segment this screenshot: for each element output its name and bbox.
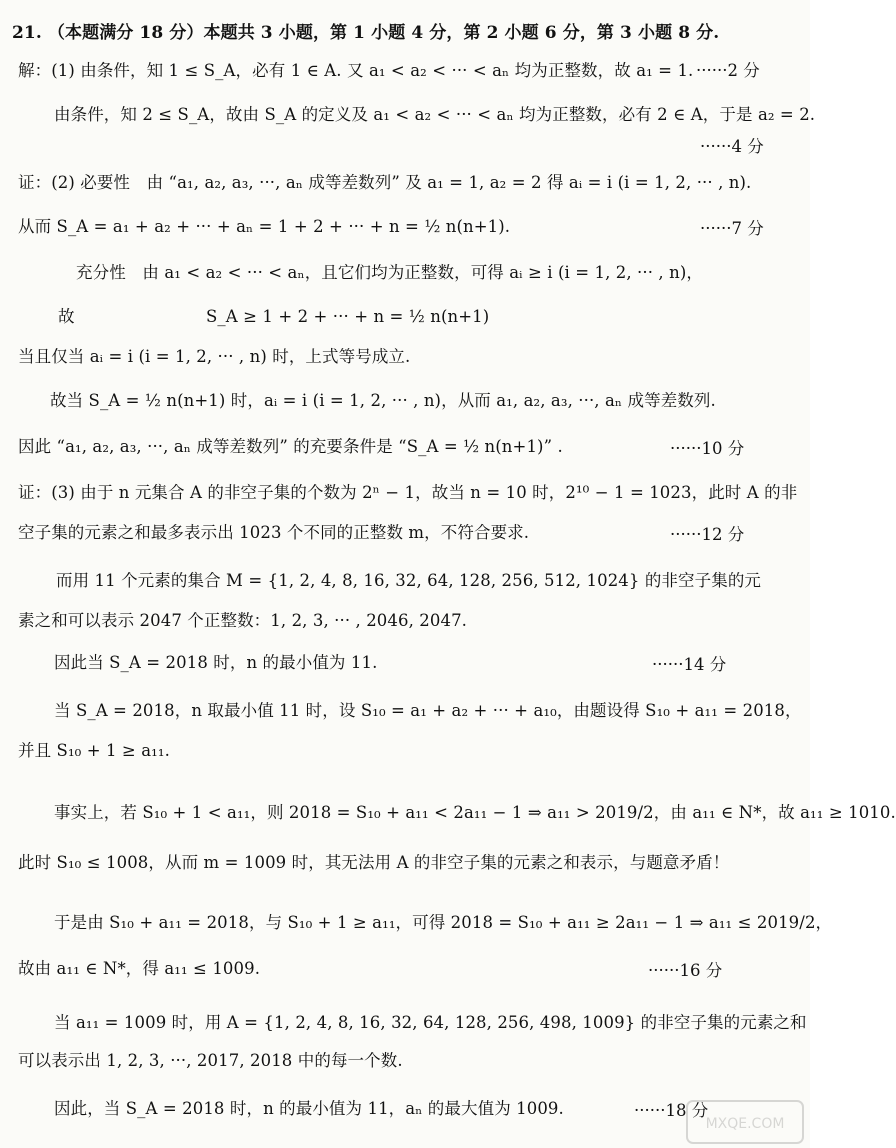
watermark-text: MXQE.COM [705, 1116, 785, 1132]
solution-line-15: 因此当 S_A = 2018 时，n 的最小值为 11. [54, 653, 378, 672]
solution-line-9: 故当 S_A = ½ n(n+1) 时，aᵢ = i (i = 1, 2, ··· , n)，从而 a₁, a₂, a₃, ···, aₙ 成等差数列. [50, 391, 716, 410]
score-marker-16: ······16 分 [648, 961, 723, 980]
score-marker-18: ······18 分 [634, 1101, 709, 1120]
solution-line-20: 于是由 S₁₀ + a₁₁ = 2018，与 S₁₀ + 1 ≥ a₁₁，可得 2018 = S₁₀ + a₁₁ ≥ 2a₁₁ − 1 ⇒ a₁₁ ≤ 2019/2， [54, 913, 833, 932]
solution-line-5: 充分性 由 a₁ < a₂ < ··· < aₙ，且它们均为正整数，可得 aᵢ ≥ i (i = 1, 2, ··· , n)， [76, 263, 703, 282]
score-marker-4: ······4 分 [700, 137, 764, 156]
solution-line-13: 而用 11 个元素的集合 M = {1, 2, 4, 8, 16, 32, 64, 128, 256, 512, 1024} 的非空子集的元 [56, 571, 762, 590]
solution-line-2: 由条件，知 2 ≤ S_A，故由 S_A 的定义及 a₁ < a₂ < ··· < aₙ 均为正整数，必有 2 ∈ A，于是 a₂ = 2. [54, 105, 816, 124]
solution-line-10: 因此 “a₁, a₂, a₃, ···, aₙ 成等差数列” 的充要条件是 “S_A = ½ n(n+1)” . [18, 437, 563, 456]
solution-line-11: 证：(3) 由于 n 元集合 A 的非空子集的个数为 2ⁿ − 1，故当 n = 10 时，2¹⁰ − 1 = 1023，此时 A 的非 [18, 483, 798, 502]
watermark-logo [686, 1100, 804, 1144]
solution-line-3: 证：(2) 必要性 由 “a₁, a₂, a₃, ···, aₙ 成等差数列” 及 a₁ = 1, a₂ = 2 得 aᵢ = i (i = 1, 2, ··· , n). [18, 173, 752, 192]
solution-line-1: 解：(1) 由条件，知 1 ≤ S_A，必有 1 ∈ A. 又 a₁ < a₂ < ··· < aₙ 均为正整数，故 a₁ = 1. [18, 61, 694, 80]
solution-line-6: 故 [58, 307, 75, 326]
solution-line-22: 当 a₁₁ = 1009 时，用 A = {1, 2, 4, 8, 16, 32, 64, 128, 256, 498, 1009} 的非空子集的元素之和 [54, 1013, 807, 1032]
solution-line-23: 可以表示出 1, 2, 3, ···, 2017, 2018 中的每一个数. [18, 1051, 403, 1070]
score-marker-14: ······14 分 [652, 655, 727, 674]
solution-line-21: 故由 a₁₁ ∈ N*，得 a₁₁ ≤ 1009. [18, 959, 261, 978]
solution-line-16: 当 S_A = 2018，n 取最小值 11 时，设 S₁₀ = a₁ + a₂ + ··· + a₁₀，由题设得 S₁₀ + a₁₁ = 2018， [54, 701, 802, 720]
solution-line-7: S_A ≥ 1 + 2 + ··· + n = ½ n(n+1) [206, 307, 490, 326]
solution-line-14: 素之和可以表示 2047 个正整数：1, 2, 3, ··· , 2046, 2047. [18, 611, 468, 630]
solution-line-17: 并且 S₁₀ + 1 ≥ a₁₁. [18, 741, 170, 760]
score-marker-10: ······10 分 [670, 439, 745, 458]
score-marker-2: ······2 分 [696, 61, 760, 80]
question-header: 21. （本题满分 18 分）本题共 3 小题，第 1 小题 4 分，第 2 小题 6 分，第 3 小题 8 分. [12, 23, 720, 43]
solution-line-24: 因此，当 S_A = 2018 时，n 的最小值为 11，aₙ 的最大值为 1009. [54, 1099, 564, 1118]
score-marker-12: ······12 分 [670, 525, 745, 544]
solution-line-4: 从而 S_A = a₁ + a₂ + ··· + aₙ = 1 + 2 + ··· + n = ½ n(n+1). [18, 217, 511, 236]
solution-line-18: 事实上，若 S₁₀ + 1 < a₁₁，则 2018 = S₁₀ + a₁₁ < 2a₁₁ − 1 ⇒ a₁₁ > 2019/2，由 a₁₁ ∈ N*，故 a₁₁ ≥ 1010. [54, 803, 896, 822]
solution-line-8: 当且仅当 aᵢ = i (i = 1, 2, ··· , n) 时，上式等号成立. [18, 347, 411, 366]
solution-line-12: 空子集的元素之和最多表示出 1023 个不同的正整数 m，不符合要求. [18, 523, 530, 542]
score-marker-7: ······7 分 [700, 219, 764, 238]
solution-line-19: 此时 S₁₀ ≤ 1008，从而 m = 1009 时，其无法用 A 的非空子集的元素之和表示，与题意矛盾！ [18, 853, 730, 872]
